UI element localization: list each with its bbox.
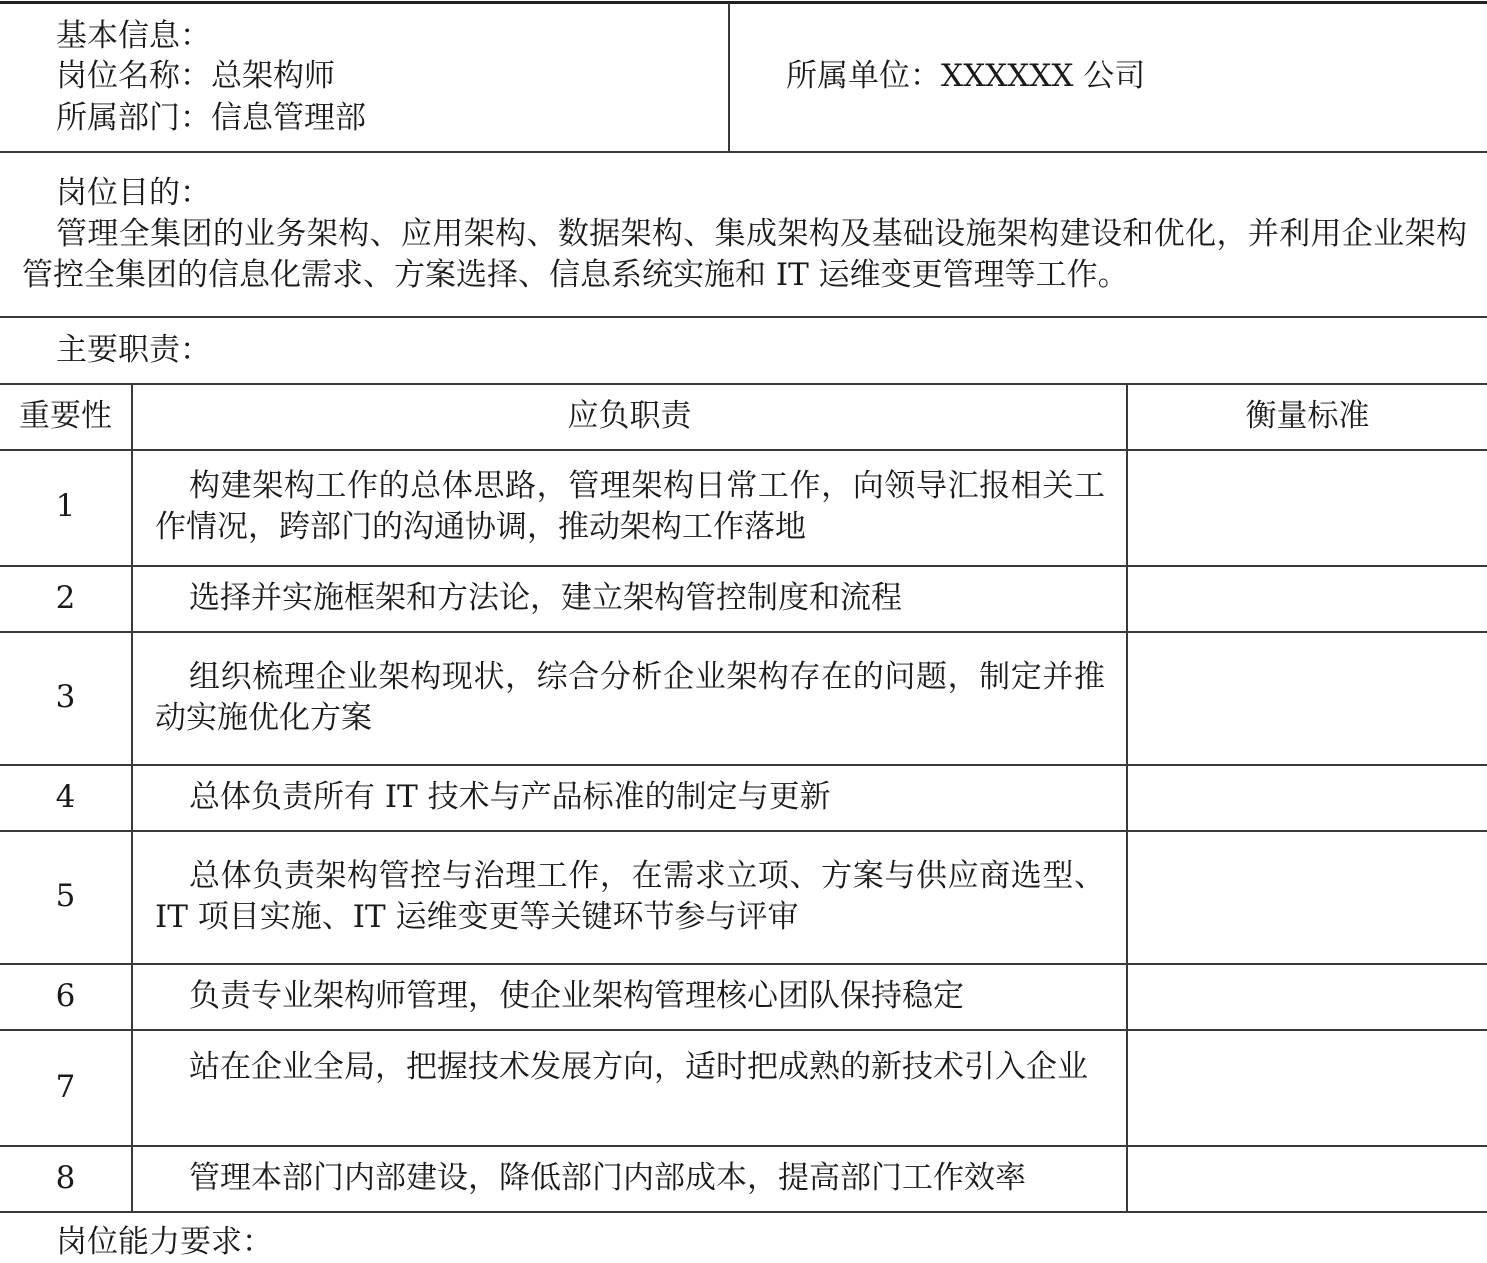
basic-info-heading: 基本信息： (56, 18, 211, 54)
row-rank: 4 (55, 779, 76, 815)
column-divider-1 (131, 383, 133, 1213)
row-duty: 站在企业全局，把握技术发展方向，适时把成熟的新技术引入企业 (189, 1049, 1088, 1085)
row-rank: 1 (55, 488, 76, 524)
rule-row-7 (0, 1145, 1487, 1147)
row-duty: 总体负责架构管控与治理工作，在需求立项、方案与供应商选型、IT 项目实施、IT 运维变更等关键环节参与评审 (155, 858, 1105, 935)
purpose-text: 管理全集团的业务架构、应用架构、数据架构、集成架构及基础设施架构建设和优化，并利用企业架构管控全集团的信息化需求、方案选择、信息系统实施和 IT 运维变更管理等工作。 (22, 216, 1467, 293)
rule-after-purpose (0, 316, 1487, 318)
column-header-rank: 重要性 (19, 398, 112, 434)
row-duty: 构建架构工作的总体思路，管理架构日常工作，向领导汇报相关工作情况，跨部门的沟通协调，推动架构工作落地 (155, 468, 1105, 545)
ability-heading: 岗位能力要求： (56, 1224, 273, 1260)
rule-after-duties-heading (0, 383, 1487, 385)
rule-row-6 (0, 1029, 1487, 1031)
row-duty: 管理本部门内部建设，降低部门内部成本，提高部门工作效率 (189, 1160, 1026, 1196)
row-rank: 6 (55, 978, 76, 1014)
row-rank: 3 (55, 679, 76, 715)
purpose-heading: 岗位目的： (56, 175, 211, 211)
column-header-standard: 衡量标准 (1245, 398, 1370, 434)
row-rank: 5 (55, 878, 76, 914)
column-header-duty: 应负职责 (567, 398, 692, 434)
duties-heading: 主要职责： (56, 332, 211, 368)
basic-info-divider (728, 3, 730, 152)
rule-after-header-row (0, 449, 1487, 451)
department: 所属部门：信息管理部 (56, 100, 366, 136)
rule-row-1 (0, 565, 1487, 567)
column-divider-2 (1126, 383, 1128, 1213)
rule-row-5 (0, 963, 1487, 965)
rule-after-basic-info (0, 151, 1487, 153)
unit: 所属单位：XXXXXX 公司 (786, 58, 1146, 94)
row-duty: 负责专业架构师管理，使企业架构管理核心团队保持稳定 (189, 978, 964, 1014)
row-rank: 2 (55, 580, 76, 616)
top-border (0, 1, 1487, 4)
row-rank: 8 (55, 1160, 76, 1196)
row-duty: 选择并实施框架和方法论，建立架构管控制度和流程 (189, 580, 902, 616)
row-duty: 总体负责所有 IT 技术与产品标准的制定与更新 (189, 779, 831, 815)
rule-row-4 (0, 830, 1487, 832)
position-name: 岗位名称：总架构师 (56, 58, 335, 94)
rule-row-8 (0, 1211, 1487, 1213)
rule-row-3 (0, 764, 1487, 766)
row-duty: 组织梳理企业架构现状，综合分析企业架构存在的问题，制定并推动实施优化方案 (155, 659, 1105, 736)
rule-row-2 (0, 631, 1487, 633)
row-rank: 7 (55, 1069, 76, 1105)
